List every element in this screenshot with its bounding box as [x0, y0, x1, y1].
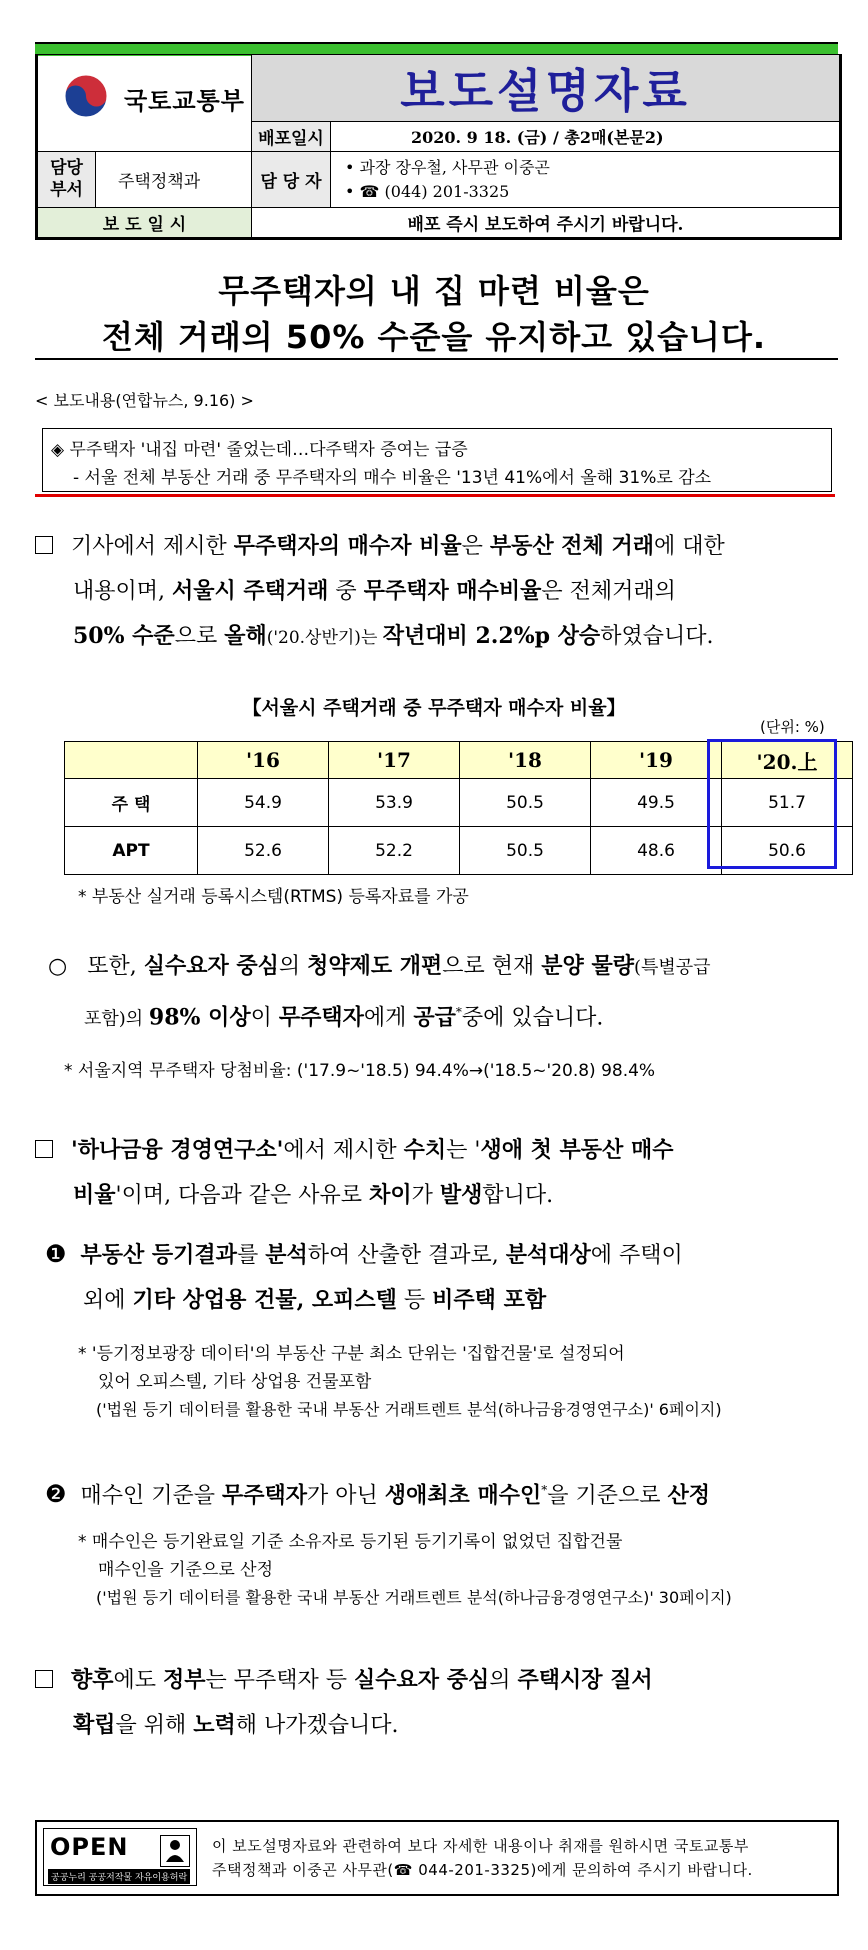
table-note: * 부동산 실거래 등록시스템(RTMS) 등록자료를 가공 [78, 887, 469, 907]
footer-box [35, 1820, 839, 1896]
item1-note2: 있어 오피스텔, 기타 상업용 건물포함 [98, 1372, 372, 1392]
table-corner [65, 742, 198, 779]
table-cell: 49.5 [591, 779, 722, 827]
report-source: < 보도내용(연합뉴스, 9.16) > [35, 391, 254, 410]
item2-note3: ('법원 등기 데이터를 활용한 국내 부동산 거래트렌트 분석(하나금융경영연구소)' 30페이지) [96, 1588, 732, 1607]
headline-rule [35, 358, 838, 360]
taegeuk-emblem-icon [63, 73, 109, 119]
col-header: '18 [460, 742, 591, 779]
table-cell: 50.5 [460, 779, 591, 827]
quote-box [42, 428, 832, 492]
item2-notes [78, 1528, 732, 1612]
footer-line1: 이 보도설명자료와 관련하여 보다 자세한 내용이나 취재를 원하시면 국토교통부 [212, 1837, 749, 1855]
ministry-name: 국토교통부 [124, 87, 245, 115]
footer-line2: 주택정책과 이중곤 사무관(☎ 044-201-3325)에게 문의하여 주시기 바랍니다. [212, 1861, 753, 1879]
dept-value: 주택정책과 [118, 172, 201, 192]
table-unit: (단위: %) [760, 718, 825, 736]
col-header: '17 [329, 742, 460, 779]
table-header-row [65, 742, 853, 779]
col-header: '19 [591, 742, 722, 779]
contact-label: 담 당 자 [252, 152, 331, 208]
square-bullet-icon [35, 536, 53, 554]
open-subtitle: 공공누리 공공저작물 자유이용허락 [48, 1869, 190, 1884]
item1-notes [78, 1340, 722, 1424]
table-cell: 54.9 [198, 779, 329, 827]
number-1-icon: ❶ [45, 1240, 67, 1268]
table-row [65, 827, 853, 875]
table-cell: 52.2 [329, 827, 460, 875]
col-header: '20.上 [722, 742, 853, 779]
ministry-logo-cell [38, 55, 252, 152]
footer-message [212, 1834, 753, 1882]
table-title: 【서울시 주택거래 중 무주택자 매수자 비율】 [242, 697, 626, 719]
release-label: 배포일시 [252, 122, 331, 152]
person-attribution-icon [160, 1835, 190, 1867]
report-value: 배포 즉시 보도하여 주시기 바랍니다. [252, 208, 840, 238]
quote-line1: ◈ 무주택자 '내집 마련' 줄었는데…다주택자 증여는 급증 [51, 440, 468, 460]
square-bullet-icon [35, 1670, 53, 1688]
table-cell: 52.6 [198, 827, 329, 875]
open-word: OPEN [50, 1833, 129, 1861]
dept-row [38, 152, 252, 208]
row-label: 주 택 [65, 779, 198, 827]
doc-title: 보도설명자료 [252, 55, 840, 122]
headline-line2: 전체 거래의 50% 수준을 유지하고 있습니다. [101, 318, 767, 356]
buyer-ratio-table [64, 741, 853, 875]
headline-line1: 무주택자의 내 집 마련 비율은 [218, 272, 650, 310]
square-bullet-icon [35, 1140, 53, 1158]
paragraph-1: 기사에서 제시한 무주택자의 매수자 비율은 부동산 전체 거래에 대한 내용이며, 서울시 주택거래 중 무주택자 매수비율은 전체거래의 50% 수준으로 올해('20.상반기)는 작년대비 2.2%p 상승하였습니다. [35, 524, 840, 660]
item1-note3: ('법원 등기 데이터를 활용한 국내 부동산 거래트렌트 분석(하나금융경영연구소)' 6페이지) [96, 1400, 722, 1419]
open-license-logo [43, 1828, 197, 1886]
table-cell: 48.6 [591, 827, 722, 875]
table-cell: 51.7 [722, 779, 853, 827]
report-label: 보 도 일 시 [38, 208, 252, 238]
item-1: ❶ 부동산 등기결과를 분석하여 산출한 결과로, 분석대상에 주택이 외에 기타 상업용 건물, 오피스텔 등 비주택 포함 [45, 1240, 683, 1313]
table-cell: 50.6 [722, 827, 853, 875]
quote-line2: - 서울 전체 부동산 거래 중 무주택자의 매수 비율은 '13년 41%에서 올해 31%로 감소 [73, 468, 712, 488]
item2-note1: * 매수인은 등기완료일 기준 소유자로 등기된 등기기록이 없었던 집합건물 [78, 1532, 623, 1552]
contact-line1: • 과장 장우철, 사무관 이중곤 [345, 157, 550, 177]
number-2-icon: ❷ [45, 1480, 67, 1509]
paragraph-3: '하나금융 경영연구소'에서 제시한 수치는 '생애 첫 부동산 매수 비율'이며, 다음과 같은 사유로 차이가 발생합니다. [35, 1128, 840, 1218]
row-label: APT [65, 827, 198, 875]
table-cell: 53.9 [329, 779, 460, 827]
paragraph-4: 향후에도 정부는 무주택자 등 실수요자 중심의 주택시장 질서 확립을 위해 노력해 나가겠습니다. [35, 1658, 840, 1748]
release-value: 2020. 9 18. (금) / 총2매(본문2) [331, 122, 840, 152]
press-header [35, 54, 842, 240]
contact-info [331, 152, 840, 208]
item2-note2: 매수인을 기준으로 산정 [98, 1560, 274, 1580]
col-header: '16 [198, 742, 329, 779]
contact-line2: • ☎ (044) 201-3325 [345, 181, 510, 201]
dept-label: 담당 부서 [38, 152, 96, 207]
red-underline [35, 494, 835, 497]
item1-note1: * '등기정보광장 데이터'의 부동산 구분 최소 단위는 '집합건물'로 설정되어 [78, 1344, 625, 1364]
para2-note: * 서울지역 무주택자 당첨비율: ('17.9~'18.5) 94.4%→('18.5~'20.8) 98.4% [64, 1061, 656, 1081]
item-2: ❷ 매수인 기준을 무주택자가 아닌 생애최초 매수인*을 기준으로 산정 [45, 1480, 710, 1509]
table-cell: 50.5 [460, 827, 591, 875]
table-row [65, 779, 853, 827]
paragraph-2: ○ 또한, 실수요자 중심의 청약제도 개편으로 현재 분양 물량(특별공급 포함)의 98% 이상이 무주택자에게 공급*중에 있습니다. [48, 953, 711, 1031]
